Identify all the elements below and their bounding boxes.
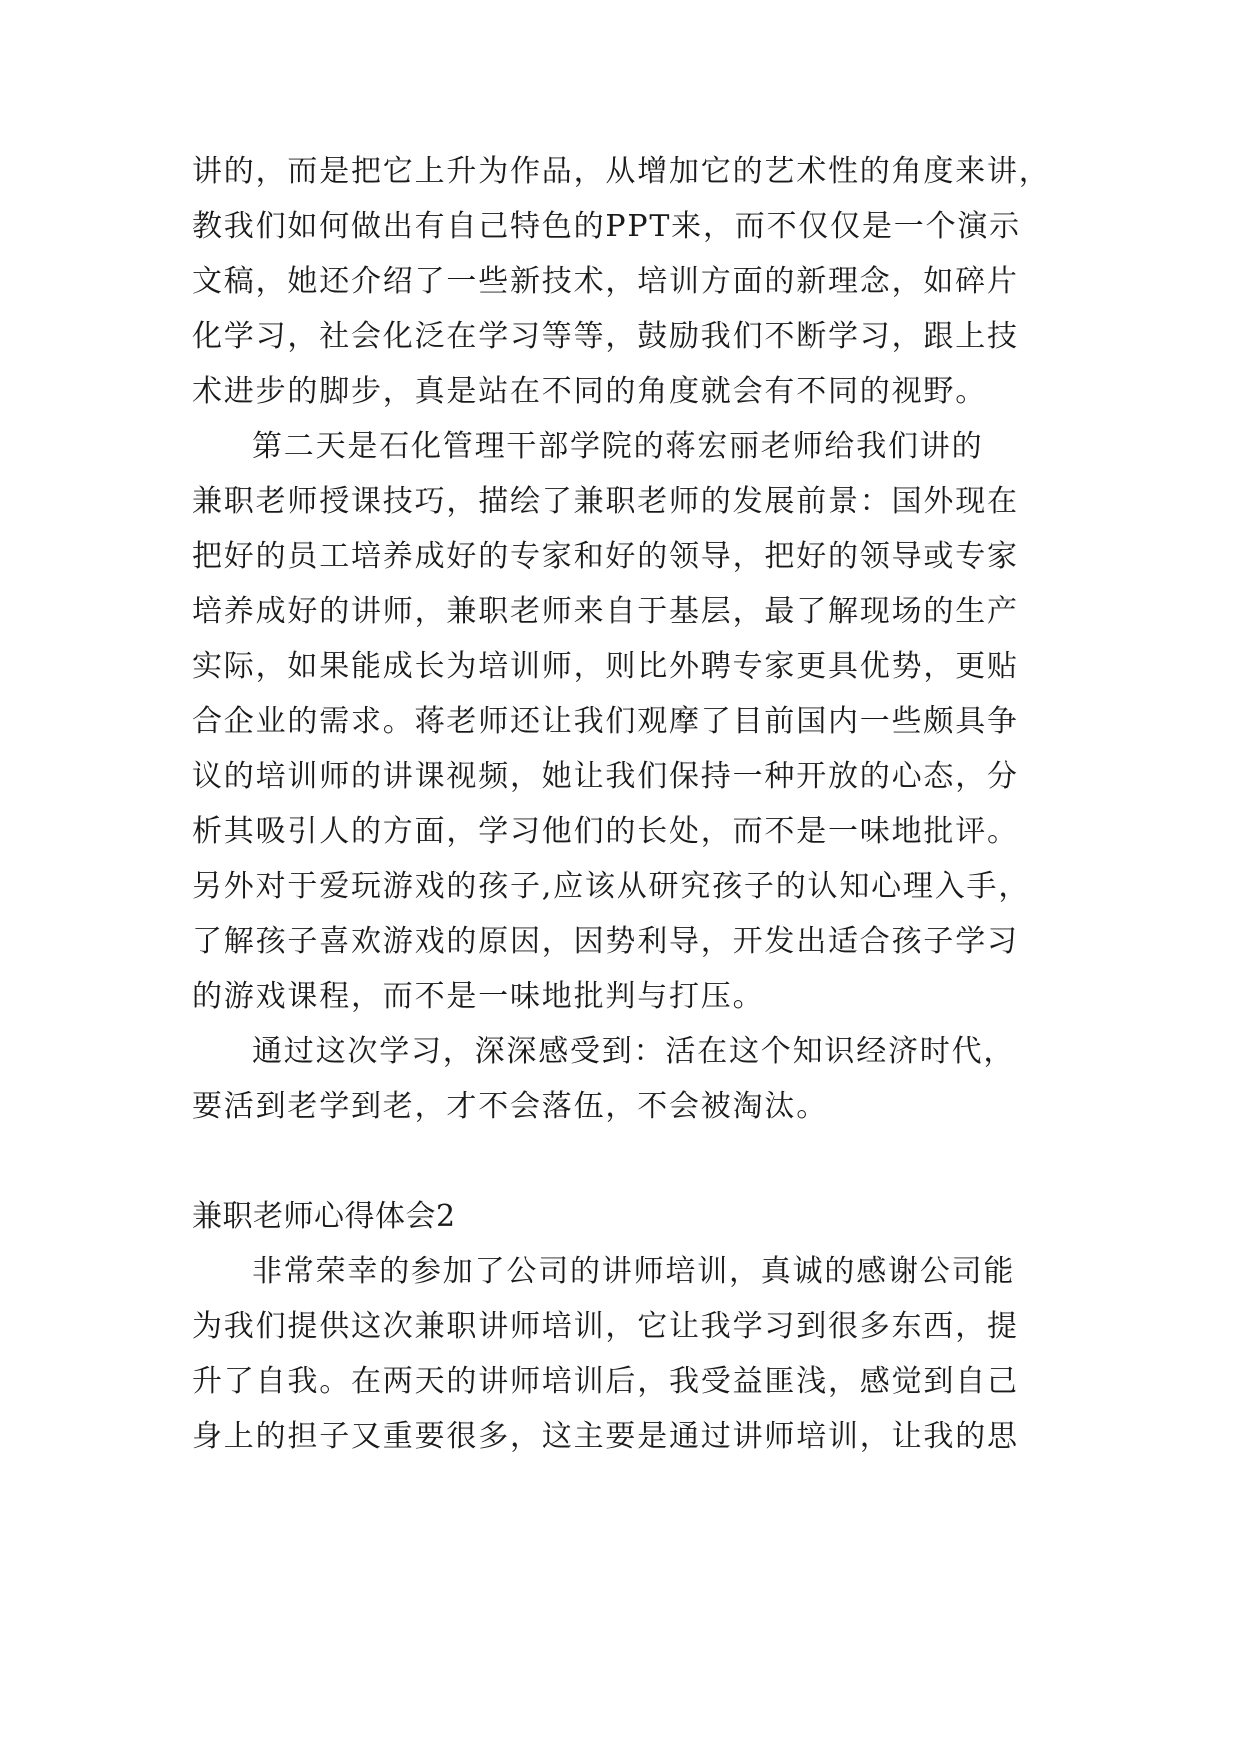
paragraph-line: 文稿，她还介绍了一些新技术，培训方面的新理念，如碎片 bbox=[192, 264, 1019, 299]
paragraph-line: 化学习，社会化泛在学习等等，鼓励我们不断学习，跟上技 bbox=[192, 319, 1019, 354]
paragraph-line: 把好的员工培养成好的专家和好的领导，把好的领导或专家 bbox=[192, 539, 1019, 574]
paragraph-line: 讲的，而是把它上升为作品，从增加它的艺术性的角度来讲， bbox=[192, 154, 1051, 189]
paragraph-line: 合企业的需求。蒋老师还让我们观摩了目前国内一些颇具争 bbox=[192, 704, 1019, 739]
paragraph-line: 了解孩子喜欢游戏的原因，因势利导，开发出适合孩子学习 bbox=[192, 924, 1019, 959]
paragraph-line: 身上的担子又重要很多，这主要是通过讲师培训，让我的思 bbox=[192, 1419, 1019, 1454]
paragraph-line: 另外对于爱玩游戏的孩子,应该从研究孩子的认知心理入手， bbox=[192, 869, 1031, 904]
paragraph-line: 升了自我。在两天的讲师培训后，我受益匪浅，感觉到自己 bbox=[192, 1364, 1019, 1399]
paragraph-line: 非常荣幸的参加了公司的讲师培训，真诚的感谢公司能 bbox=[252, 1254, 1016, 1289]
paragraph-line: 实际，如果能成长为培训师，则比外聘专家更具优势，更贴 bbox=[192, 649, 1019, 684]
paragraph-line: 的游戏课程，而不是一味地批判与打压。 bbox=[192, 979, 765, 1014]
paragraph-line: 教我们如何做出有自己特色的PPT来，而不仅仅是一个演示 bbox=[192, 209, 1021, 244]
paragraph-line: 议的培训师的讲课视频，她让我们保持一种开放的心态，分 bbox=[192, 759, 1019, 794]
paragraph-line: 析其吸引人的方面，学习他们的长处，而不是一味地批评。 bbox=[192, 814, 1019, 849]
paragraph-line: 兼职老师授课技巧，描绘了兼职老师的发展前景：国外现在 bbox=[192, 484, 1019, 519]
paragraph-line: 要活到老学到老，才不会落伍，不会被淘汰。 bbox=[192, 1089, 828, 1124]
paragraph-line: 术进步的脚步，真是站在不同的角度就会有不同的视野。 bbox=[192, 374, 987, 409]
paragraph-line: 第二天是石化管理干部学院的蒋宏丽老师给我们讲的 bbox=[252, 429, 984, 464]
paragraph-line: 为我们提供这次兼职讲师培训，它让我学习到很多东西，提 bbox=[192, 1309, 1019, 1344]
section-heading: 兼职老师心得体会2 bbox=[192, 1199, 456, 1234]
paragraph-line: 培养成好的讲师，兼职老师来自于基层，最了解现场的生产 bbox=[192, 594, 1019, 629]
paragraph-line: 通过这次学习，深深感受到：活在这个知识经济时代， bbox=[252, 1034, 1016, 1069]
